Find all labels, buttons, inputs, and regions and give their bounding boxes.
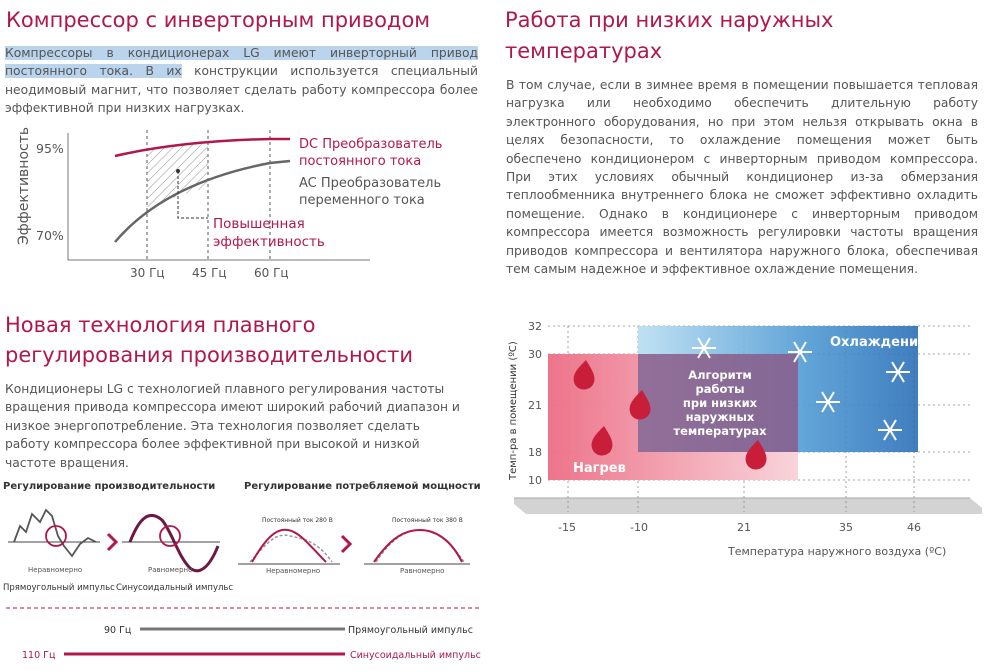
y-axis-label: Темп-ра в помещении (ºC) (508, 341, 519, 480)
uneven-label-2: Неравномерно (266, 567, 321, 575)
dc-label-2: постоянного тока (299, 154, 422, 169)
y-tick-30: 30 (528, 348, 542, 361)
y-tick-70: 70% (36, 228, 64, 243)
pulse-diagram (0, 476, 485, 672)
section1-title: Компрессор с инверторным приводом (6, 8, 431, 32)
right-diagram-title: Регулирование потребляемой мощности (244, 481, 481, 492)
bar1-label: Прямоугольный импульс (348, 625, 473, 636)
section1-paragraph (5, 44, 478, 118)
algorithm-label-1: Алгоритм (688, 368, 752, 382)
y-tick-21: 21 (528, 399, 542, 412)
section3-title-line2: температурах (505, 39, 663, 63)
x-tick-45: 45 Гц (192, 266, 227, 280)
sine-wave-graph (122, 515, 220, 570)
x-tick-46: 46 (907, 521, 921, 534)
algorithm-label-2: работы (695, 382, 745, 396)
left-diagram-title: Регулирование производительности (3, 481, 216, 492)
square-pulse-label: Прямоугольный импульс (3, 583, 115, 593)
temperature-range-chart (500, 312, 982, 562)
x-tick-m10: -10 (630, 521, 648, 534)
algorithm-label-4: наружных (685, 410, 755, 424)
dc-current-280: Постоянный ток 280 В (262, 517, 333, 524)
x-tick-30: 30 Гц (130, 266, 165, 280)
power-graph-even (364, 530, 470, 564)
sine-pulse-label: Синусоидальный импульс (116, 583, 234, 593)
paragraph-rest: конструкции используется специальный неодимовый магнит, что позволяет сделать работу компрессора более эффективной при низких нагрузках. (5, 64, 478, 116)
bar2-frequency: 110 Гц (22, 650, 56, 661)
algorithm-label-3: при низких (682, 396, 758, 410)
uneven-label-1: Неравномерно (28, 566, 83, 574)
arrow-icon (108, 534, 116, 550)
dc-label-1: DC Преобразователь (299, 137, 443, 152)
ac-label-1: AC Преобразователь (299, 176, 442, 191)
section3-title-line1: Работа при низких наружных (505, 8, 834, 32)
section2-title-line2: регулирования производительности (5, 343, 413, 367)
highlighted-text: Компрессоры в кондиционерах LG имеют инверторный привод постоянного тока. В их (5, 46, 478, 79)
x-axis-label: Температура наружного воздуха (ºC) (728, 545, 947, 558)
cooling-label: Охлаждение (830, 335, 927, 350)
gain-label-2: эффективность (213, 234, 325, 250)
y-tick-10: 10 (528, 474, 542, 487)
arrow-icon-2 (342, 536, 350, 552)
even-label-1: Равномерно (148, 566, 193, 574)
ac-label-2: переменного тока (299, 193, 425, 208)
bar2-label: Синусоидальный импульс (350, 650, 481, 661)
algorithm-label-5: температурах (673, 424, 767, 438)
bar1-frequency: 90 Гц (104, 625, 132, 636)
power-graph-uneven (238, 530, 340, 564)
even-label-2: Равномерно (400, 567, 445, 575)
gain-label-1: Повышенная (213, 216, 305, 232)
dc-current-380: Постоянный ток 380 В (392, 517, 463, 524)
heating-label: Нагрев (573, 461, 626, 476)
x-tick-60: 60 Гц (254, 266, 289, 280)
y-tick-18: 18 (528, 446, 542, 459)
x-tick-m15: -15 (558, 521, 576, 534)
y-tick-32: 32 (528, 320, 542, 333)
efficiency-chart (0, 125, 480, 285)
square-wave-graph (8, 510, 100, 556)
x-tick-21: 21 (737, 521, 751, 534)
x-tick-35: 35 (839, 521, 853, 534)
section3-paragraph: В том случае, если в зимнее время в помещении повышается тепловая нагрузка или необходимо обеспечить длительную работу электронного оборудования, но при этом нельзя открывать окна в целях безопасности, то охлаждение помещения может быть обеспечено кондиционером с инверторным приводом компрессора. При этих условиях обычный кондиционер из-за обмерзания теплообменника внутреннего блока не сможет эффективно охладить помещение. Однако в кондиционере с инверторным приводом компрессора имеется возможность регулировки частоты вращения приводов компрессора и вентилятора наружного блока, обеспечивая тем самым надежное и эффективное охлаждение помещения. (506, 78, 978, 277)
y-tick-95: 95% (36, 141, 64, 156)
efficiency-axis-label: Эффективность (16, 126, 32, 245)
section2-title-line1: Новая технология плавного (5, 313, 316, 337)
section2-paragraph: Кондиционеры LG с технологией плавного регулирования частоты вращения привода компрессора имеют широкий рабочий диапазон и низкое энергопотребление. Эта технология позволяет сделать работу компрессора более эффективной при высокой и низкой частоте вращения. (5, 382, 460, 470)
